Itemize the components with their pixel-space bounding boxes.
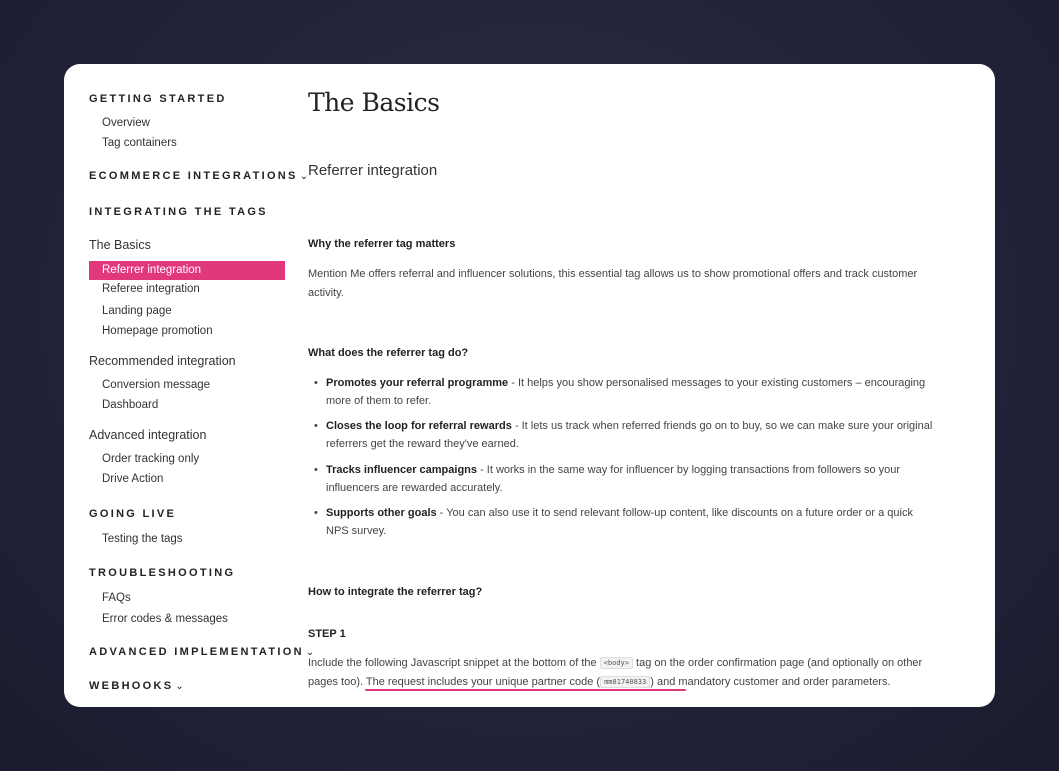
sidebar-nav xyxy=(64,64,315,707)
body-tag-code: <body> xyxy=(600,657,633,669)
list-item xyxy=(314,461,938,497)
bullet-bold: Promotes your referral programme xyxy=(326,377,509,389)
nav-group-recommended[interactable]: Recommended integration xyxy=(89,354,236,368)
nav-item-referee-integration[interactable]: Referee integration xyxy=(102,283,200,295)
nav-section-ecommerce-label: ECOMMERCE INTEGRATIONS xyxy=(89,170,298,182)
nav-item-order-tracking[interactable]: Order tracking only xyxy=(102,453,200,465)
nav-item-tag-containers[interactable]: Tag containers xyxy=(102,137,177,149)
bullet-bold: Tracks influencer campaigns xyxy=(326,464,478,476)
why-paragraph: Mention Me offers referral and influencer solutions, this essential tag allows us to show promotional offers and track customer activity. xyxy=(308,268,918,299)
step-paragraph xyxy=(308,654,938,692)
what-heading: What does the referrer tag do? xyxy=(308,347,469,359)
nav-section-webhooks[interactable] xyxy=(89,680,184,692)
nav-item-error-codes[interactable]: Error codes & messages xyxy=(102,613,228,625)
nav-item-landing-page[interactable]: Landing page xyxy=(102,305,172,317)
nav-section-ecommerce[interactable] xyxy=(89,170,308,182)
how-heading: How to integrate the referrer tag? xyxy=(308,586,483,598)
nav-item-referrer-integration[interactable]: Referrer integration xyxy=(89,261,285,280)
nav-group-the-basics[interactable]: The Basics xyxy=(89,238,151,252)
page-title: The Basics xyxy=(308,88,440,117)
step-text-part: ) and mandatory customer and order parameters. xyxy=(650,676,891,688)
nav-section-getting-started[interactable]: GETTING STARTED xyxy=(89,93,227,105)
bullet-text: - It helps you show personalised messages to your existing customers – encouraging more of them to refer. xyxy=(326,377,926,407)
nav-item-homepage-promotion[interactable]: Homepage promotion xyxy=(102,325,213,337)
bullet-text: - It works in the same way for influencer by logging transactions from followers so your influencers are rewarded accurately. xyxy=(326,464,901,494)
list-item xyxy=(314,417,938,453)
bullet-text: - It lets us track when referred friends go on to buy, so we can make sure your original referrers get the reward they've earned. xyxy=(326,420,933,450)
chevron-down-icon: ⌄ xyxy=(299,171,309,182)
nav-section-webhooks-label: WEBHOOKS xyxy=(89,680,174,692)
nav-section-advanced-implementation-label: ADVANCED IMPLEMENTATION xyxy=(89,646,304,658)
nav-section-integrating[interactable]: INTEGRATING THE TAGS xyxy=(89,206,268,218)
nav-item-conversion-message[interactable]: Conversion message xyxy=(102,379,211,391)
list-item xyxy=(314,504,938,540)
bullet-text: - You can also use it to send relevant follow-up content, like discounts on a future order or a quick NPS survey. xyxy=(326,507,913,537)
nav-section-troubleshooting[interactable]: TROUBLESHOOTING xyxy=(89,567,236,579)
nav-item-drive-action[interactable]: Drive Action xyxy=(102,473,164,485)
main-content xyxy=(305,64,968,707)
page-subtitle: Referrer integration xyxy=(308,162,438,179)
bullet-icon: • xyxy=(314,507,318,519)
why-heading: Why the referrer tag matters xyxy=(308,238,456,250)
nav-item-overview[interactable]: Overview xyxy=(102,117,150,129)
nav-group-advanced-integration[interactable]: Advanced integration xyxy=(89,428,207,442)
nav-item-dashboard[interactable]: Dashboard xyxy=(102,399,159,411)
bullet-bold: Closes the loop for referral rewards xyxy=(326,420,512,432)
nav-item-testing[interactable]: Testing the tags xyxy=(102,533,183,545)
step-text-part: tag on the order confirmation page (and optionally on other pages too). The request includes your unique partner code ( xyxy=(308,657,923,688)
list-item xyxy=(314,374,938,410)
bullet-icon: • xyxy=(314,377,318,389)
docs-card xyxy=(64,64,995,707)
nav-section-advanced-implementation[interactable] xyxy=(89,646,314,658)
bullet-bold: Supports other goals xyxy=(326,507,437,519)
partner-code: mm81740833 xyxy=(600,676,650,688)
bullet-icon: • xyxy=(314,420,318,432)
nav-item-faqs[interactable]: FAQs xyxy=(102,592,131,604)
highlight-underline xyxy=(365,689,686,691)
step-text-part: Include the following Javascript snippet at the bottom of the xyxy=(308,657,600,669)
bullet-icon: • xyxy=(314,464,318,476)
chevron-down-icon: ⌄ xyxy=(305,647,315,658)
step-heading: STEP 1 xyxy=(308,628,346,640)
nav-section-going-live[interactable]: GOING LIVE xyxy=(89,508,177,520)
chevron-down-icon: ⌄ xyxy=(175,681,184,692)
